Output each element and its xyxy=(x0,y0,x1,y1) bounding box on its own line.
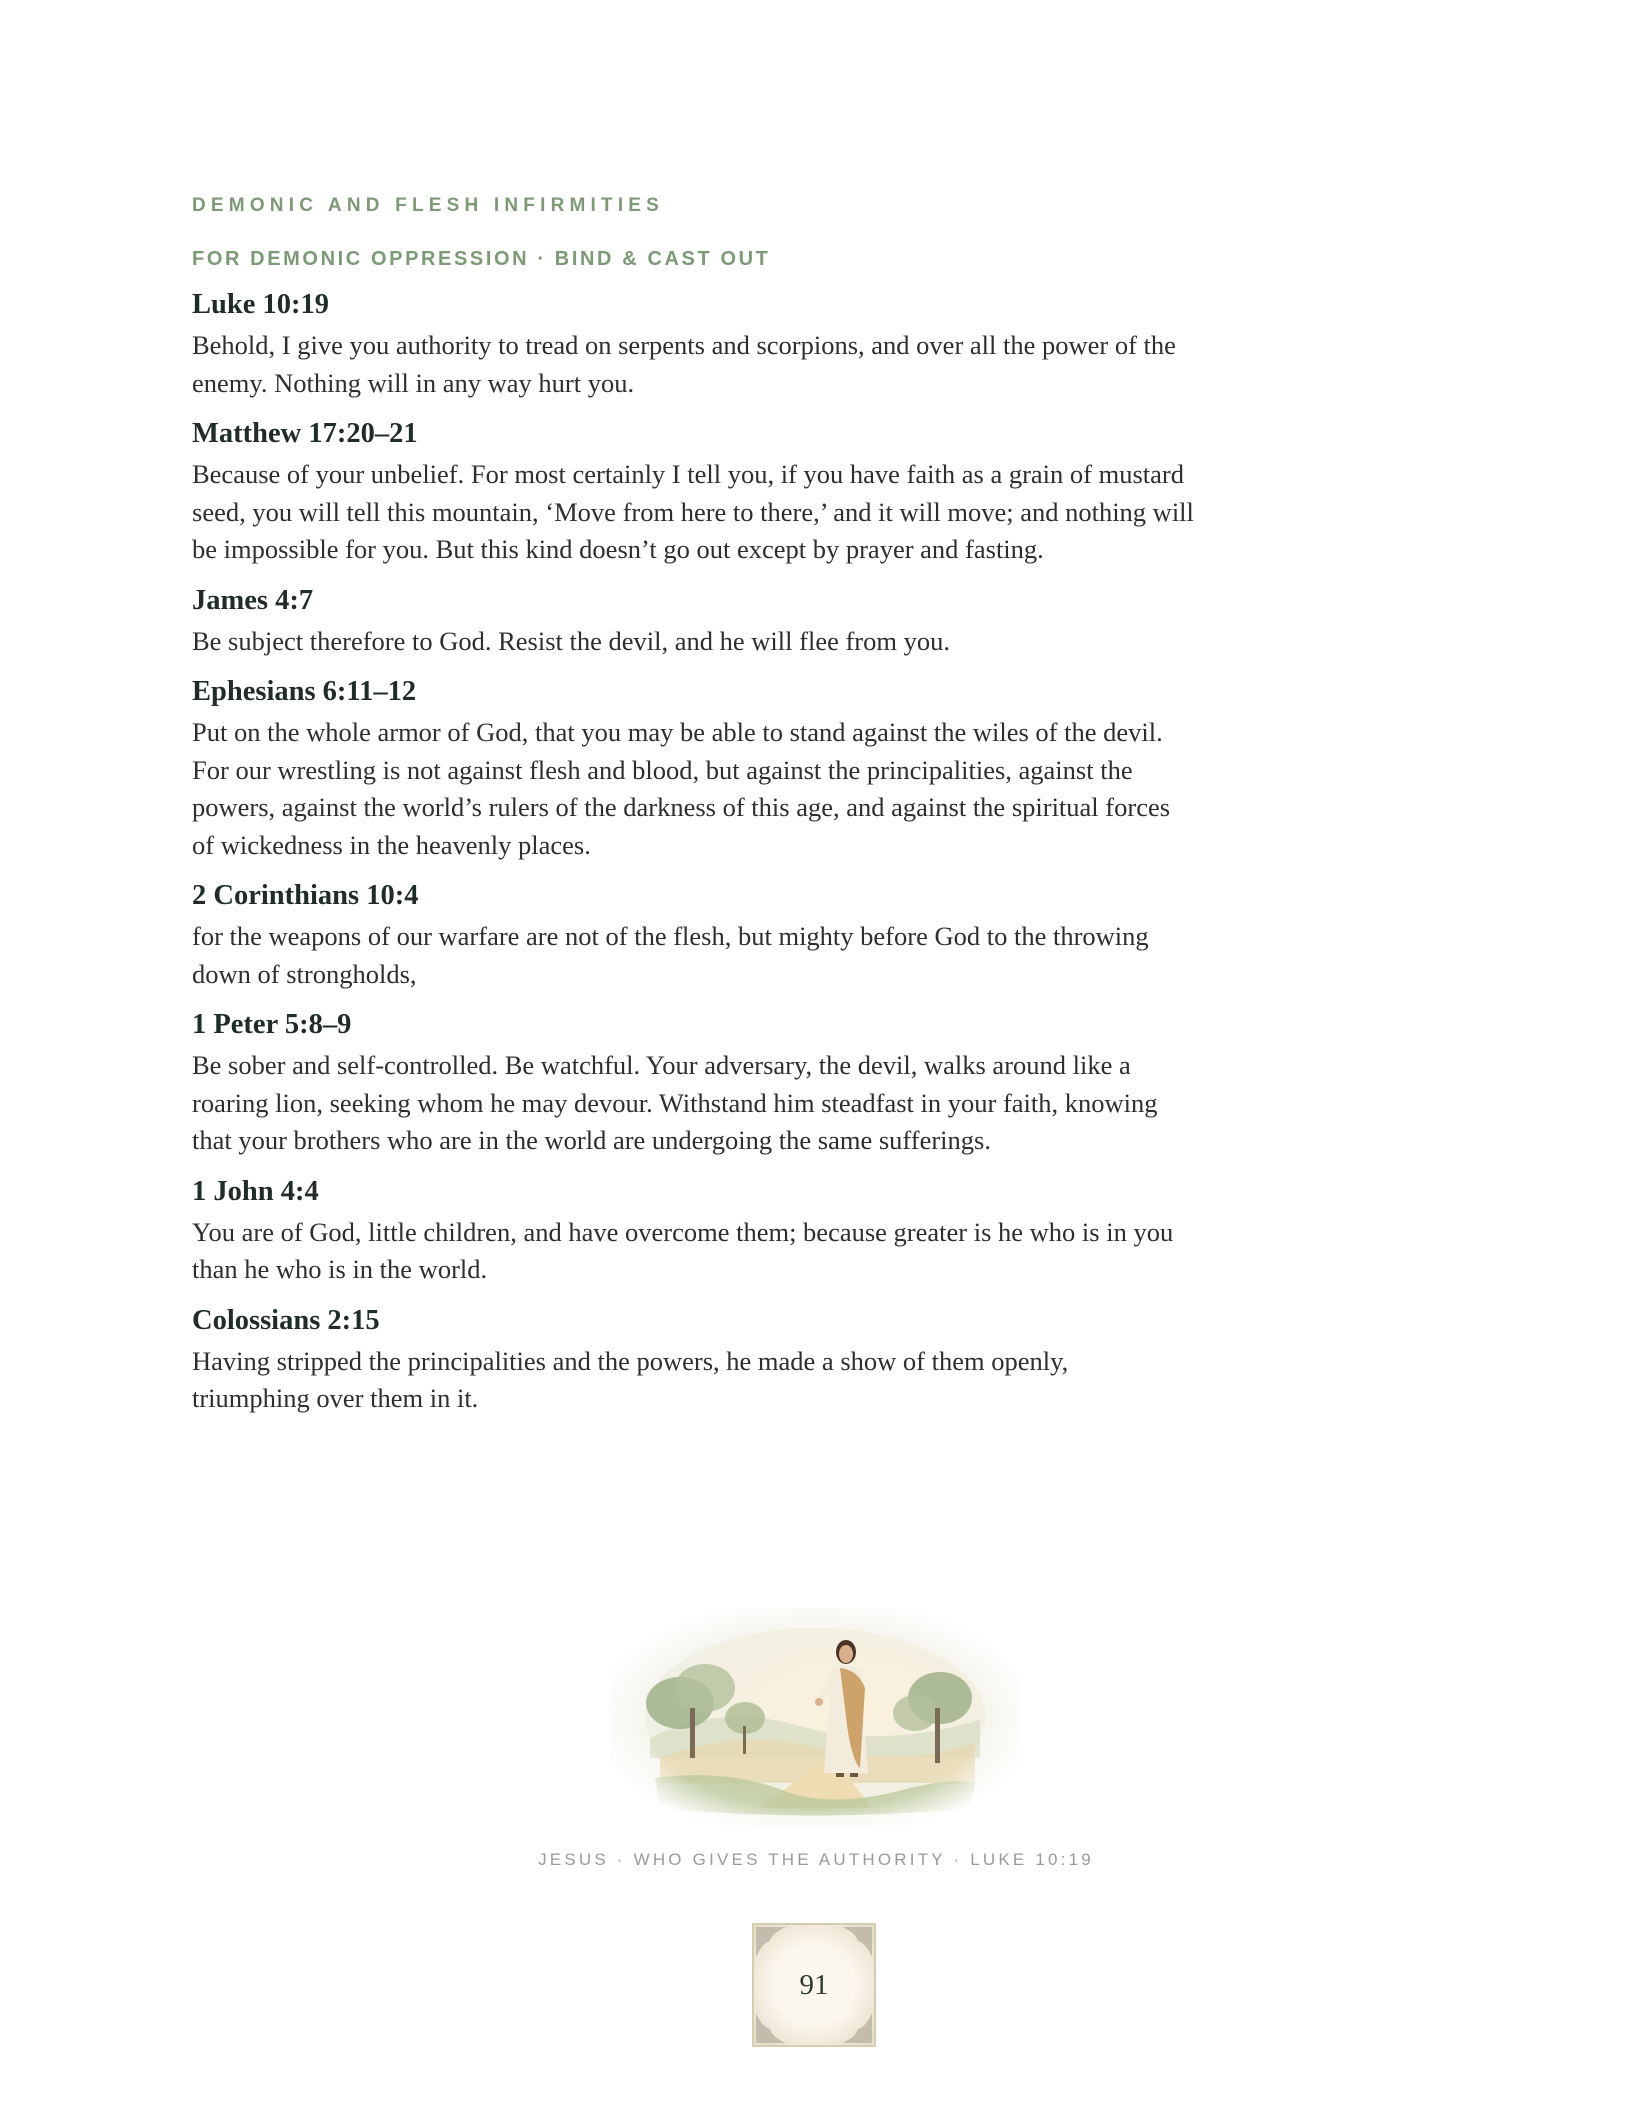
verse-1-john-4-4 xyxy=(192,1174,1272,1289)
verse-line: seed, you will tell this mountain, ‘Move from here to there,’ and it will move; and nothing will xyxy=(192,496,1194,527)
verse-line: be impossible for you. But this kind doesn’t go out except by prayer and fasting. xyxy=(192,534,1044,564)
verse-matthew-17-20 xyxy=(192,416,1272,569)
verse-line: Be sober and self-controlled. Be watchful. Your adversary, the devil, walks around like a xyxy=(192,1050,1131,1080)
verse-text xyxy=(192,1343,1272,1418)
verse-line: roaring lion, seeking whom he may devour. Withstand him steadfast in your faith, knowing xyxy=(192,1087,1158,1118)
chapter-title: DEMONIC AND FLESH INFIRMITIES xyxy=(192,195,665,216)
verse-line: Be subject therefore to God. Resist the devil, and he will flee from you. xyxy=(192,625,950,656)
verse-list xyxy=(192,287,1272,1432)
verse-text xyxy=(192,714,1272,864)
jesus-illustration xyxy=(610,1608,1020,1828)
verse-reference: Luke 10:19 xyxy=(192,289,329,320)
section-title: FOR DEMONIC OPPRESSION · BIND & CAST OUT xyxy=(192,248,771,270)
verse-1-peter-5-8 xyxy=(192,1007,1272,1160)
verse-text xyxy=(192,918,1272,993)
verse-line: for the weapons of our warfare are not of the flesh, but mighty before God to the throwing xyxy=(192,921,1149,951)
verse-line: triumphing over them in it. xyxy=(192,1383,479,1413)
verse-reference: Colossians 2:15 xyxy=(192,1304,380,1336)
verse-text xyxy=(192,1047,1272,1160)
verse-line: that your brothers who are in the world are undergoing the same sufferings. xyxy=(192,1125,991,1155)
verse-line: For our wrestling is not against flesh and blood, but against the principalities, against the xyxy=(192,754,1133,785)
verse-reference: 2 Corinthians 10:4 xyxy=(192,880,419,911)
verse-text xyxy=(192,623,1272,661)
verse-line: enemy. Nothing will in any way hurt you. xyxy=(192,367,635,398)
verse-line: Because of your unbelief. For most certainly I tell you, if you have faith as a grain of mustard xyxy=(192,459,1184,489)
verse-line: Put on the whole armor of God, that you may be able to stand against the wiles of the devil. xyxy=(192,717,1163,747)
page-number: 91 xyxy=(799,1968,829,2001)
verse-ephesians-6-11 xyxy=(192,674,1272,864)
verse-line: of wickedness in the heavenly places. xyxy=(192,829,591,860)
verse-reference: 1 Peter 5:8–9 xyxy=(192,1009,352,1040)
verse-colossians-2-15 xyxy=(192,1303,1272,1418)
verse-reference: Ephesians 6:11–12 xyxy=(192,676,417,707)
verse-line: Behold, I give you authority to tread on serpents and scorpions, and over all the power of the xyxy=(192,330,1176,360)
verse-reference: James 4:7 xyxy=(192,584,314,616)
verse-luke-10-19 xyxy=(192,287,1272,402)
illustration-caption: JESUS · WHO GIVES THE AUTHORITY · LUKE 10:19 xyxy=(538,1850,1094,1869)
verse-text xyxy=(192,1214,1272,1289)
verse-line: You are of God, little children, and have overcome them; because greater is he who is in you xyxy=(192,1216,1174,1247)
verse-line: Having stripped the principalities and the powers, he made a show of them openly, xyxy=(192,1345,1069,1376)
verse-line: than he who is in the world. xyxy=(192,1254,488,1284)
verse-reference: Matthew 17:20–21 xyxy=(192,418,418,449)
verse-text xyxy=(192,456,1272,569)
verse-2-corinthians-10-4 xyxy=(192,878,1272,993)
verse-text xyxy=(192,327,1272,402)
verse-line: down of strongholds, xyxy=(192,958,417,989)
verse-reference: 1 John 4:4 xyxy=(192,1175,319,1207)
verse-line: powers, against the world’s rulers of the darkness of this age, and against the spiritual forces xyxy=(192,792,1171,822)
verse-james-4-7 xyxy=(192,583,1272,661)
